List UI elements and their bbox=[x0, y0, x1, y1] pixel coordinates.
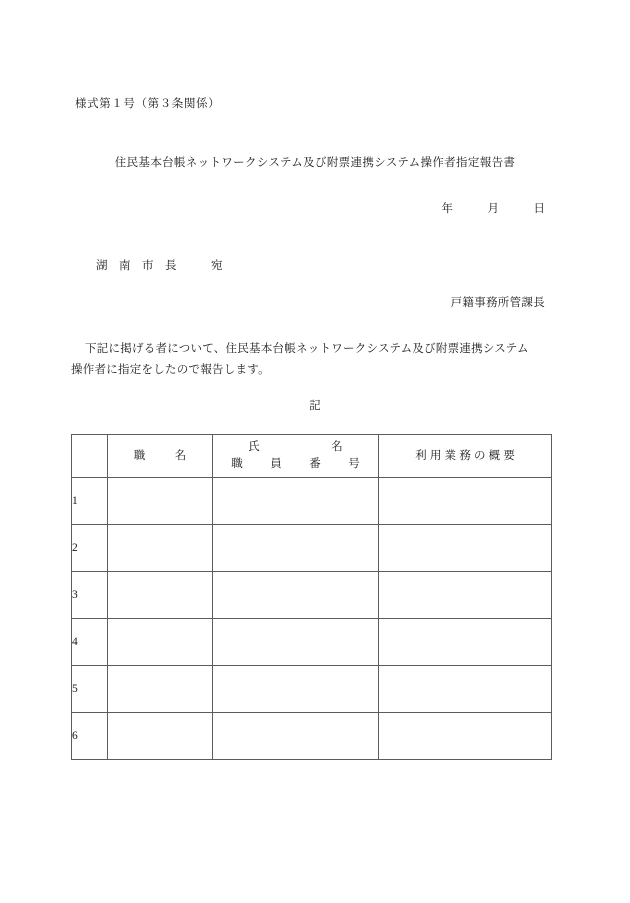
description-input-cell[interactable] bbox=[379, 619, 552, 666]
column-header-description bbox=[379, 435, 552, 478]
post-input-cell[interactable] bbox=[108, 619, 213, 666]
table-row bbox=[72, 478, 552, 525]
date-line: 年 月 日 bbox=[441, 203, 545, 215]
name-input-cell[interactable] bbox=[213, 525, 379, 572]
post-input-cell[interactable] bbox=[108, 478, 213, 525]
description-input-cell[interactable] bbox=[379, 572, 552, 619]
column-header-description-label: 利用業務の概要 bbox=[415, 449, 519, 462]
column-header-number bbox=[72, 435, 108, 478]
name-input-cell[interactable] bbox=[213, 572, 379, 619]
addressee-line: 湖 南 市 長 宛 bbox=[96, 260, 223, 272]
form-number: 様式第１号（第３条関係） bbox=[75, 98, 221, 110]
row-number-cell: 3 bbox=[72, 572, 108, 619]
body-paragraph-line-1: 下記に掲げる者について、住民基本台帳ネットワークシステム及び附票連携システム bbox=[85, 343, 529, 355]
column-header-name-line-2 bbox=[213, 456, 378, 473]
column-header-name-line-1 bbox=[213, 439, 378, 456]
post-input-cell[interactable] bbox=[108, 713, 213, 760]
table-body bbox=[72, 478, 552, 760]
row-number-cell: 1 bbox=[72, 478, 108, 525]
column-header-post-label: 職 名 bbox=[133, 449, 196, 462]
description-input-cell[interactable] bbox=[379, 713, 552, 760]
table-header-row bbox=[72, 435, 552, 478]
name-input-cell[interactable] bbox=[213, 713, 379, 760]
name-input-cell[interactable] bbox=[213, 666, 379, 713]
table-row bbox=[72, 713, 552, 760]
body-paragraph-line-2: 操作者に指定をしたので報告します。 bbox=[71, 364, 270, 376]
name-input-cell[interactable] bbox=[213, 619, 379, 666]
column-header-name-line-1-label: 氏 名 bbox=[248, 441, 373, 453]
name-input-cell[interactable] bbox=[213, 478, 379, 525]
row-number-cell: 4 bbox=[72, 619, 108, 666]
operator-table bbox=[71, 434, 552, 760]
column-header-post bbox=[108, 435, 213, 478]
post-input-cell[interactable] bbox=[108, 572, 213, 619]
row-number-cell: 2 bbox=[72, 525, 108, 572]
table-row bbox=[72, 572, 552, 619]
column-header-name bbox=[213, 435, 379, 478]
post-input-cell[interactable] bbox=[108, 525, 213, 572]
row-number-cell: 5 bbox=[72, 666, 108, 713]
table-row bbox=[72, 525, 552, 572]
description-input-cell[interactable] bbox=[379, 478, 552, 525]
table-row bbox=[72, 666, 552, 713]
table-row bbox=[72, 619, 552, 666]
column-header-name-line-2-label: 職 員 番 号 bbox=[231, 458, 368, 470]
document-title: 住民基本台帳ネットワークシステム及び附票連携システム操作者指定報告書 bbox=[114, 157, 516, 169]
post-input-cell[interactable] bbox=[108, 666, 213, 713]
sender-line: 戸籍事務所管課長 bbox=[450, 297, 545, 309]
description-input-cell[interactable] bbox=[379, 525, 552, 572]
ki-marker: 記 bbox=[309, 400, 321, 412]
description-input-cell[interactable] bbox=[379, 666, 552, 713]
row-number-cell: 6 bbox=[72, 713, 108, 760]
body-paragraph bbox=[71, 339, 551, 381]
